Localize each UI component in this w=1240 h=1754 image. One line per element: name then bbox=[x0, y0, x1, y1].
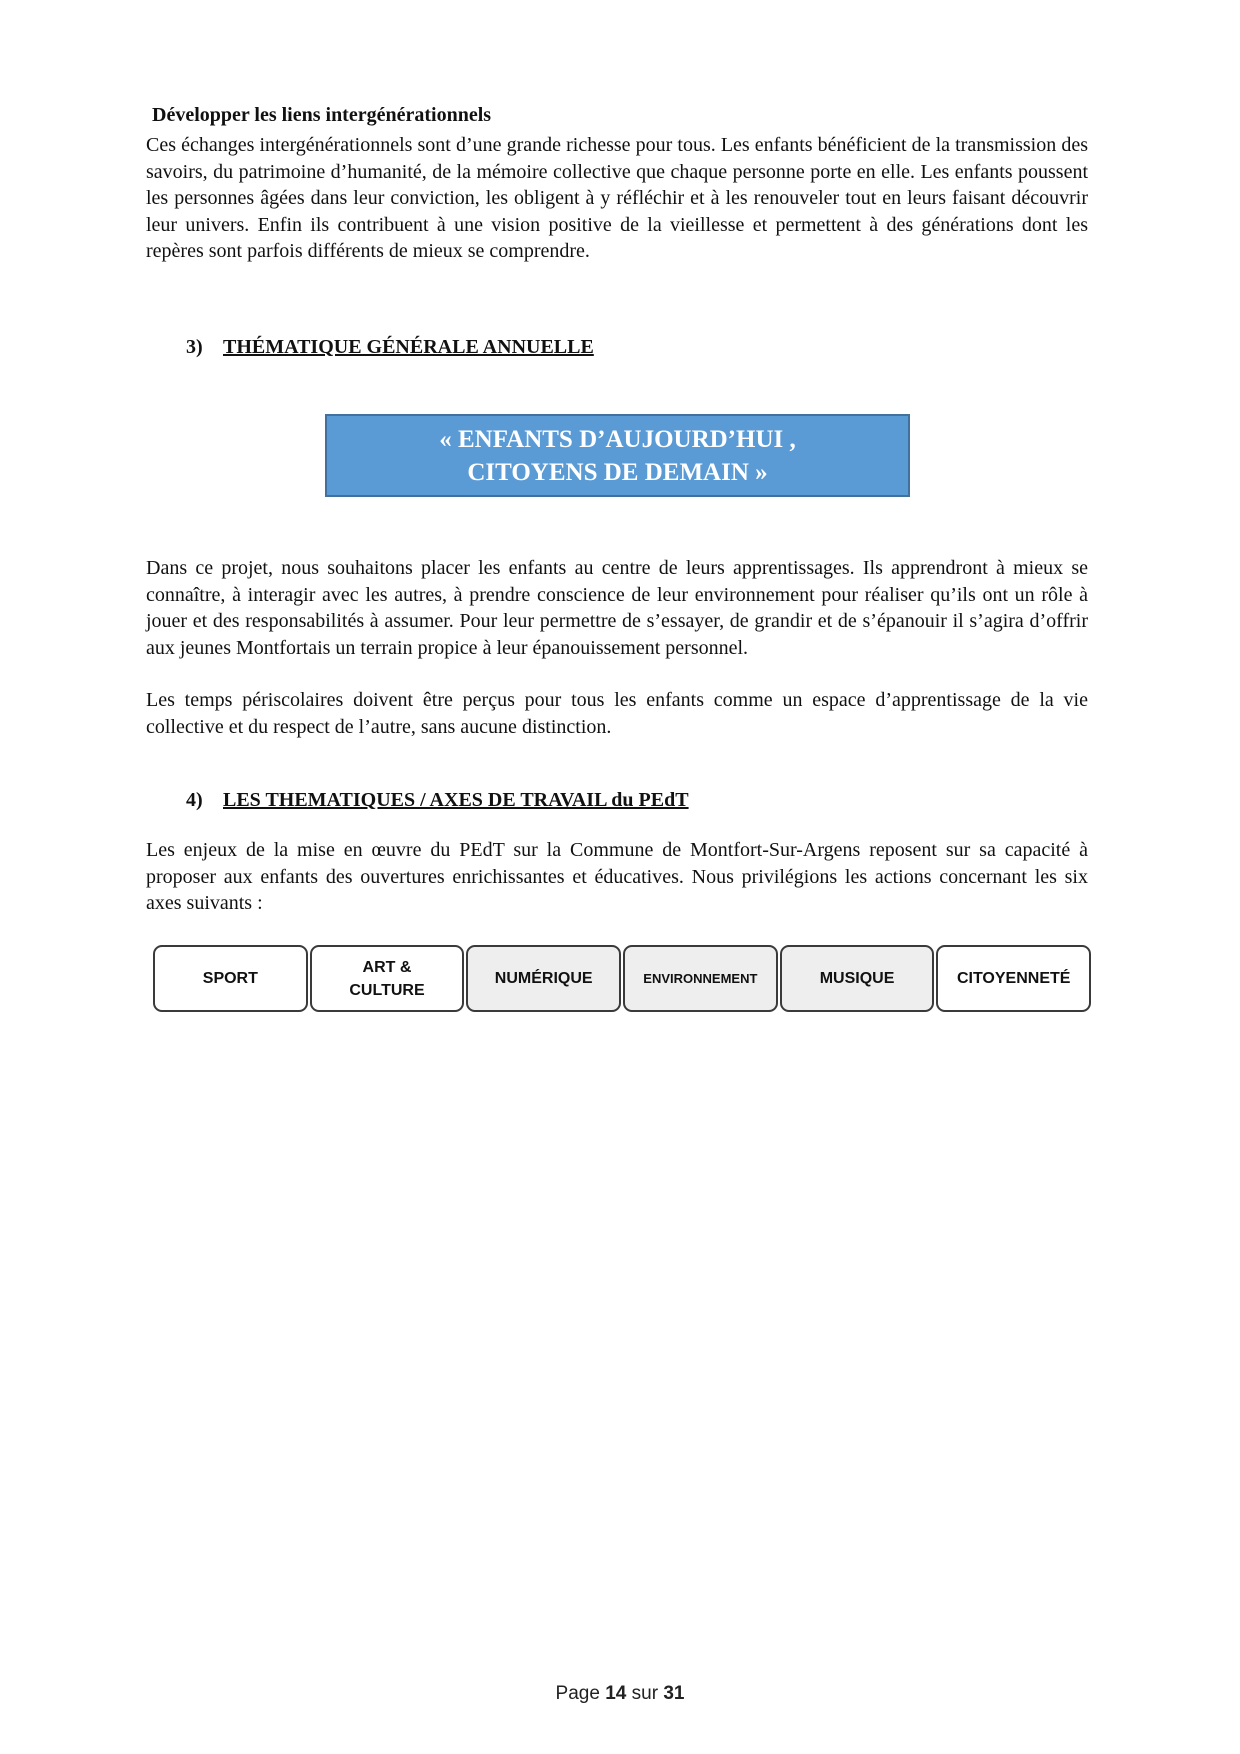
section-4-number: 4) bbox=[186, 789, 203, 811]
axis-citoyennete: CITOYENNETÉ bbox=[936, 945, 1091, 1012]
paragraph-project: Dans ce projet, nous souhaitons placer les enfants au centre de leurs apprentissages. Ils apprendront à mieux se connaître, à interagir avec les autres, à prendre conscience de leur environnement pour réaliser qu’ils ont un rôle à jouer et des responsabilités à assumer. Pour leur permettre de s’essayer, de grandir et de s’épanouir il s’agira d’offrir aux jeunes Montfortais un terrain propice à leur épanouissement personnel. bbox=[146, 557, 1088, 659]
footer-current-page: 14 bbox=[605, 1683, 627, 1704]
axis-environnement: ENVIRONNEMENT bbox=[623, 945, 778, 1012]
axis-sport: SPORT bbox=[153, 945, 308, 1012]
section-4-heading bbox=[186, 789, 689, 812]
section-3-number: 3) bbox=[186, 336, 203, 358]
section-4-title: LES THEMATIQUES / AXES DE TRAVAIL du PEdT bbox=[223, 789, 689, 811]
theme-line-2: CITOYENS DE DEMAIN » bbox=[467, 458, 768, 486]
paragraph-intergenerational: Ces échanges intergénérationnels sont d’une grande richesse pour tous. Les enfants bénéficient de la transmission des savoirs, du patrimoine d’humanité, de la mémoire collective que chaque personne porte en elle. Les enfants poussent les personnes âgées dans leur conviction, les obligent à y réfléchir et à les renouveler tout en leurs faisant découvrir leur univers. Enfin ils contribuent à une vision positive de la vieillesse et permettent à des générations dont les repères sont parfois différents de mieux se comprendre. bbox=[146, 134, 1088, 262]
subsection-title: Développer les liens intergénérationnels bbox=[152, 104, 492, 126]
annual-theme-box bbox=[325, 414, 910, 497]
page-footer bbox=[0, 1683, 1240, 1705]
axis-musique: MUSIQUE bbox=[780, 945, 935, 1012]
section-3-heading bbox=[186, 336, 594, 359]
section-3-title: THÉMATIQUE GÉNÉRALE ANNUELLE bbox=[223, 336, 594, 358]
footer-middle: sur bbox=[631, 1683, 659, 1704]
footer-total-pages: 31 bbox=[663, 1683, 685, 1704]
paragraph-periscolaire: Les temps périscolaires doivent être perçus pour tous les enfants comme un espace d’apprentissage de la vie collective et du respect de l’autre, sans aucune distinction. bbox=[146, 689, 1088, 738]
work-axes-row bbox=[153, 945, 1091, 1012]
theme-line-1: « ENFANTS D’AUJOURD’HUI , bbox=[439, 425, 796, 453]
footer-prefix: Page bbox=[555, 1683, 600, 1704]
axis-numerique: NUMÉRIQUE bbox=[466, 945, 621, 1012]
axis-art-culture: ART & CULTURE bbox=[310, 945, 465, 1012]
paragraph-axes-intro: Les enjeux de la mise en œuvre du PEdT sur la Commune de Montfort-Sur-Argens reposent sur sa capacité à proposer aux enfants des ouvertures enrichissantes et éducatives. Nous privilégions les actions concernant les six axes suivants : bbox=[146, 839, 1088, 914]
